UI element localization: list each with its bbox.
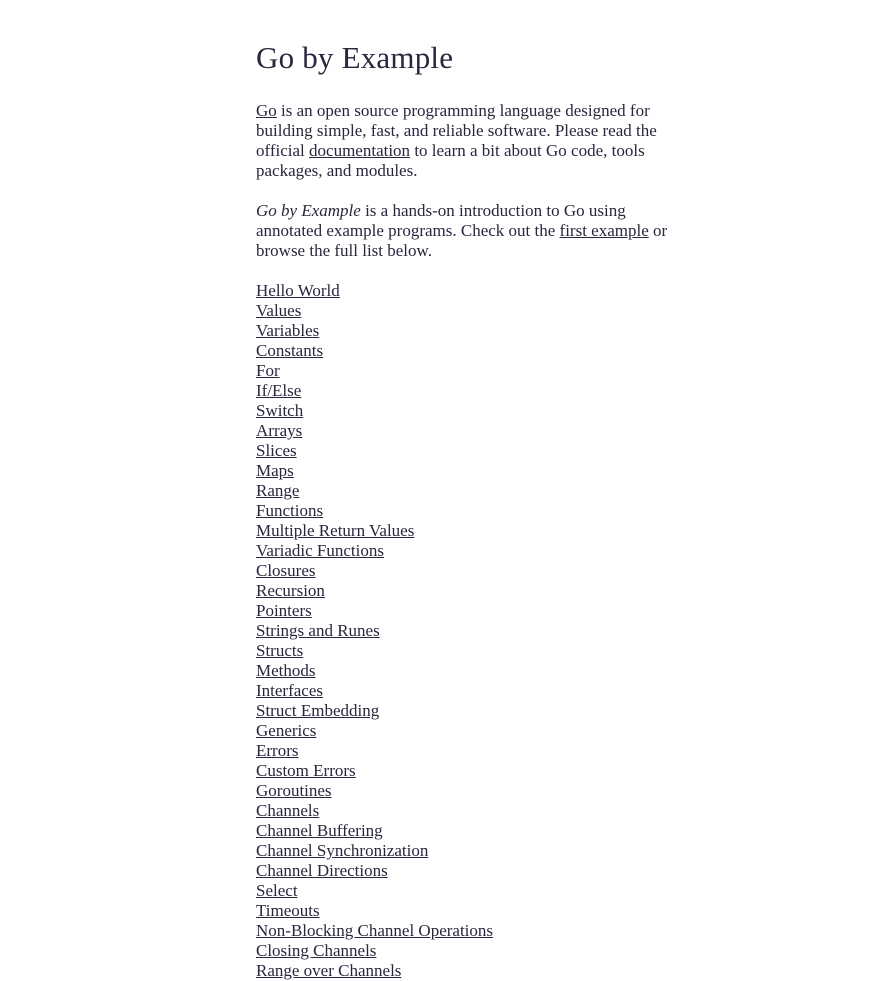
example-link[interactable]: Generics xyxy=(256,721,317,740)
intro-paragraph-1-text-b: to learn a bit about Go code, tools packages, and modules. xyxy=(256,141,645,180)
example-list-item xyxy=(256,321,676,341)
example-link[interactable]: Functions xyxy=(256,501,324,520)
example-list-item xyxy=(256,541,676,561)
intro-section xyxy=(256,0,676,981)
example-link[interactable]: Custom Errors xyxy=(256,761,356,780)
example-list-item xyxy=(256,481,676,501)
site-name-emphasis: Go by Example xyxy=(256,201,361,220)
example-list-item xyxy=(256,881,676,901)
example-link[interactable]: Structs xyxy=(256,641,304,660)
example-link[interactable]: Switch xyxy=(256,401,304,420)
example-link[interactable]: Maps xyxy=(256,461,294,480)
example-list-item xyxy=(256,601,676,621)
documentation-link[interactable]: documentation xyxy=(309,141,411,160)
example-link[interactable]: Select xyxy=(256,881,298,900)
example-list-item xyxy=(256,841,676,861)
example-link[interactable]: Struct Embedding xyxy=(256,701,380,720)
example-list-item xyxy=(256,301,676,321)
example-list-item xyxy=(256,461,676,481)
example-list-item xyxy=(256,941,676,961)
example-list-item xyxy=(256,961,676,981)
example-link[interactable]: Non-Blocking Channel Operations xyxy=(256,921,494,940)
example-list-item xyxy=(256,661,676,681)
example-list-item xyxy=(256,821,676,841)
example-link[interactable]: Closing Channels xyxy=(256,941,377,960)
example-list-item xyxy=(256,641,676,661)
intro-paragraph-2 xyxy=(256,201,676,261)
example-link[interactable]: Errors xyxy=(256,741,299,760)
example-link[interactable]: Values xyxy=(256,301,302,320)
example-link[interactable]: Pointers xyxy=(256,601,312,620)
example-list-item xyxy=(256,921,676,941)
example-list-item xyxy=(256,781,676,801)
example-link[interactable]: Channels xyxy=(256,801,320,820)
examples-list xyxy=(256,281,676,981)
page-title: Go by Example xyxy=(256,40,454,75)
intro-paragraph-2-text-b: or browse the full list below. xyxy=(256,221,668,260)
example-link[interactable]: Variables xyxy=(256,321,320,340)
example-list-item xyxy=(256,421,676,441)
example-link[interactable]: Slices xyxy=(256,441,297,460)
example-list-item xyxy=(256,741,676,761)
example-link[interactable]: Timeouts xyxy=(256,901,320,920)
example-list-item xyxy=(256,681,676,701)
example-list-item xyxy=(256,401,676,421)
example-list-item xyxy=(256,361,676,381)
example-list-item xyxy=(256,901,676,921)
example-list-item xyxy=(256,561,676,581)
example-link[interactable]: Channel Buffering xyxy=(256,821,383,840)
example-link[interactable]: Strings and Runes xyxy=(256,621,380,640)
example-list-item xyxy=(256,441,676,461)
example-list-item xyxy=(256,861,676,881)
example-list-item xyxy=(256,701,676,721)
example-list-item xyxy=(256,761,676,781)
example-link[interactable]: For xyxy=(256,361,280,380)
example-list-item xyxy=(256,341,676,361)
intro-paragraph-2-text-a: is a hands-on introduction to Go using annotated example programs. Check out the xyxy=(256,201,626,240)
example-list-item xyxy=(256,801,676,821)
intro-paragraph-1 xyxy=(256,101,676,181)
first-example-link[interactable]: first example xyxy=(559,221,649,240)
example-link[interactable]: Channel Synchronization xyxy=(256,841,429,860)
example-link[interactable]: Constants xyxy=(256,341,324,360)
example-link[interactable]: Arrays xyxy=(256,421,303,440)
example-list-item xyxy=(256,581,676,601)
example-list-item xyxy=(256,521,676,541)
example-link[interactable]: Goroutines xyxy=(256,781,332,800)
example-list-item xyxy=(256,621,676,641)
example-link[interactable]: If/Else xyxy=(256,381,302,400)
example-link[interactable]: Variadic Functions xyxy=(256,541,384,560)
example-link[interactable]: Hello World xyxy=(256,281,340,300)
example-link[interactable]: Channel Directions xyxy=(256,861,388,880)
intro-paragraph-1-text-a: is an open source programming language designed for building simple, fast, and reliable software. Please read the official xyxy=(256,101,657,160)
example-list-item xyxy=(256,381,676,401)
example-link[interactable]: Interfaces xyxy=(256,681,324,700)
example-link[interactable]: Range xyxy=(256,481,300,500)
go-link[interactable]: Go xyxy=(256,101,277,120)
example-link[interactable]: Closures xyxy=(256,561,316,580)
example-link[interactable]: Methods xyxy=(256,661,316,680)
example-link[interactable]: Multiple Return Values xyxy=(256,521,415,540)
example-list-item xyxy=(256,281,676,301)
example-list-item xyxy=(256,501,676,521)
example-link[interactable]: Range over Channels xyxy=(256,961,402,980)
example-list-item xyxy=(256,721,676,741)
example-link[interactable]: Recursion xyxy=(256,581,325,600)
